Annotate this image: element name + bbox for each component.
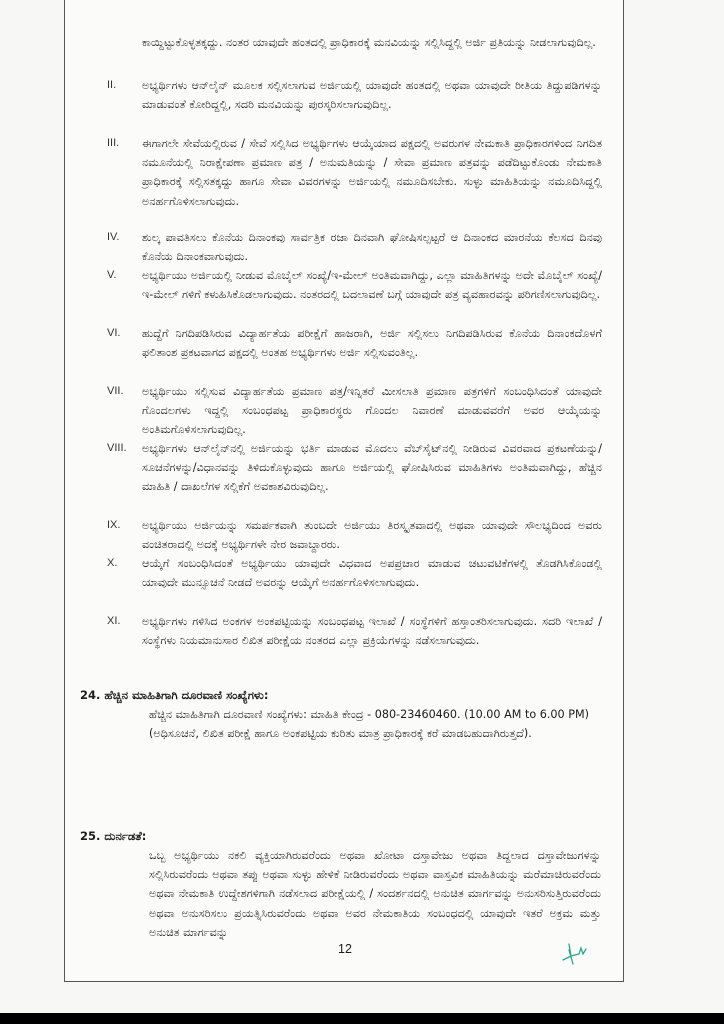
section-24-heading: 24. ಹೆಚ್ಚಿನ ಮಾಹಿತಿಗಾಗಿ ದೂರವಾಣಿ ಸಂಖ್ಯೆಗಳು: — [80, 688, 269, 702]
continuation-paragraph: ಕಾಯ್ದಿಟ್ಟುಕೊಳ್ಳತಕ್ಕದ್ದು. ನಂತರ ಯಾವುದೇ ಹಂತದಲ್ಲಿ ಪ್ರಾಧಿಕಾರಕ್ಕೆ ಮನವಿಯನ್ನು ಸಲ್ಲಿಸಿದ್ದಲ್ಲಿ ಅರ್ಜಿ ಪ್ರತಿಯನ್ನು ನೀಡಲಾಗುವುದಿಲ್ಲ. — [142, 36, 596, 49]
item-text: ಅಭ್ಯರ್ಥಿಯು ಸಲ್ಲಿಸುವ ವಿದ್ಯಾರ್ಹತೆಯ ಪ್ರಮಾಣ ಪತ್ರ/ಇನ್ನಿತರೆ ಮೀಸಲಾತಿ ಪ್ರಮಾಣ ಪತ್ರಗಳಿಗೆ ಸಂಬಂಧಿಸಿದಂತೆ ಯಾವುದೇ ಗೊಂದಲಗಳು ಇದ್ದಲ್ಲಿ ಸಂಬಂಧಪಟ್ಟ ಪ್ರಾಧಿಕಾರಸ್ಥರು ಗೊಂದಲ ನಿವಾರಣೆ ಮಾಡುವವರೆಗೆ ಅವರ ಆಯ್ಕೆಯನ್ನು ಅಂತಿಮಗೊಳಿಸಲಾಗುವುದಿಲ್ಲ. — [142, 385, 602, 437]
item-text: ಈಗಾಗಲೇ ಸೇವೆಯಲ್ಲಿರುವ / ಸೇವೆ ಸಲ್ಲಿಸಿದ ಅಭ್ಯರ್ಥಿಗಳು ಆಯ್ಕೆಯಾದ ಪಕ್ಷದಲ್ಲಿ ಅವರುಗಳ ನೇಮಕಾತಿ ಪ್ರಾಧಿಕಾರಗಳಿಂದ ನಿಗದಿತ ನಮೂನೆಯಲ್ಲಿ ನಿರಾಕ್ಷೇಪಣಾ ಪ್ರಮಾಣ ಪತ್ರ / ಅನುಮತಿಯನ್ನು / ಸೇವಾ ಪ್ರಮಾಣ ಪತ್ರವನ್ನು ಪಡೆದಿಟ್ಟುಕೊಂಡು ನೇಮಕಾತಿ ಪ್ರಾಧಿಕಾರಕ್ಕೆ ಸಲ್ಲಿಸತಕ್ಕದ್ದು ಹಾಗೂ ಸೇವಾ ವಿವರಗಳನ್ನು ಅರ್ಜಿಯಲ್ಲಿ ನಮೂದಿಸಬೇಕು. ಸುಳ್ಳು ಮಾಹಿತಿಯನ್ನು ನಮೂದಿಸಿದ್ದಲ್ಲಿ ಅನರ್ಹಗೊಳಿಸಲಾಗುವುದು. — [142, 137, 602, 208]
item-number: X. — [107, 557, 118, 569]
item-number: II. — [107, 79, 117, 91]
item-number: VI. — [107, 327, 121, 339]
section-25-heading: 25. ದುರ್ನಡತೆ: — [80, 829, 147, 843]
item-number: IX. — [107, 519, 121, 531]
item-number: V. — [107, 269, 117, 281]
section-24-body — [149, 705, 601, 743]
page-number: 12 — [338, 942, 352, 956]
item-text: ಅಭ್ಯರ್ಥಿಯು ಅರ್ಜಿಯನ್ನು ಸಮರ್ಪಕವಾಗಿ ತುಂಬದೇ ಅರ್ಜಿಯು ತಿರಸ್ಕೃತವಾದಲ್ಲಿ ಅಥವಾ ಯಾವುದೇ ಸೌಲಭ್ಯದಿಂದ ಅವರು ವಂಚಿತರಾದಲ್ಲಿ ಅದಕ್ಕೆ ಅಭ್ಯರ್ಥಿಗಳೇ ನೇರ ಜವಾಬ್ದಾರರು. — [142, 519, 602, 552]
helpline-note: (ಅಧಿಸೂಚನೆ, ಲಿಖಿತ ಪರೀಕ್ಷೆ ಹಾಗೂ ಅಂಕಪಟ್ಟಿಯ ಕುರಿತು ಮಾತ್ರ ಪ್ರಾಧಿಕಾರಕ್ಕೆ ಕರೆ ಮಾಡಬಹುದಾಗಿರುತ್ತದೆ). — [149, 727, 532, 741]
item-number: IV. — [107, 231, 120, 243]
item-number: VII. — [107, 385, 124, 397]
item-text: ಆಯ್ಕೆಗೆ ಸಂಬಂಧಿಸಿದಂತೆ ಅಭ್ಯರ್ಥಿಯು ಯಾವುದೇ ವಿಧವಾದ ಅಪಪ್ರಚಾರ ಮಾಡುವ ಚಟುವಟಿಕೆಗಳಲ್ಲಿ ತೊಡಗಿಸಿಕೊಂಡಲ್ಲಿ ಯಾವುದೇ ಮುನ್ಸೂಚನೆ ನೀಡದೆ ಅವರನ್ನು ಆಯ್ಕೆಗೆ ಅನರ್ಹಗೊಳಿಸಲಾಗುವುದು. — [142, 557, 602, 590]
bottom-black-bar — [0, 1013, 724, 1024]
item-text: ಅಭ್ಯರ್ಥಿಗಳು ಗಳಿಸಿದ ಅಂಕಗಳ ಅಂಕಪಟ್ಟಿಯನ್ನು ಸಂಬಂಧಪಟ್ಟ ಇಲಾಖೆ / ಸಂಸ್ಥೆಗಳಿಗೆ ಹಸ್ತಾಂತರಿಸಲಾಗುವುದು. ಸದರಿ ಇಲಾಖೆ / ಸಂಸ್ಥೆಗಳು ನಿಯಮಾನುಸಾರ ಲಿಖಿತ ಪರೀಕ್ಷೆಯ ನಂತರದ ಎಲ್ಲಾ ಪ್ರಕ್ರಿಯೆಗಳನ್ನು ನಡೆಸಲಾಗುವುದು. — [142, 615, 602, 648]
item-text: ಹುದ್ದೆಗೆ ನಿಗದಿಪಡಿಸಿರುವ ವಿದ್ಯಾರ್ಹತೆಯ ಪರೀಕ್ಷೆಗೆ ಹಾಜರಾಗಿ, ಅರ್ಜಿ ಸಲ್ಲಿಸಲು ನಿಗದಿಪಡಿಸಿರುವ ಕೊನೆಯ ದಿನಾಂಕದೊಳಗೆ ಫಲಿತಾಂಶ ಪ್ರಕಟವಾಗದ ಪಕ್ಷದಲ್ಲಿ ಅಂತಹ ಅಭ್ಯರ್ಥಿಗಳು ಅರ್ಜಿ ಸಲ್ಲಿಸುವಂತಿಲ್ಲ. — [142, 327, 602, 360]
item-number: XI. — [107, 615, 121, 627]
document-page — [64, 0, 624, 982]
item-text: ಅಭ್ಯರ್ಥಿಗಳು ಆನ್‌ಲೈನ್‌ನಲ್ಲಿ ಅರ್ಜಿಯನ್ನು ಭರ್ತಿ ಮಾಡುವ ಮೊದಲು ವೆಬ್‌ಸೈಟ್‌ನಲ್ಲಿ ನೀಡಿರುವ ವಿವರವಾದ ಪ್ರಕಟಣೆಯನ್ನು/ಸೂಚನೆಗಳನ್ನು/ವಿಧಾನವನ್ನು ತಿಳಿದುಕೊಳ್ಳುವುದು ಹಾಗೂ ಅರ್ಜಿಯಲ್ಲಿ ಘೋಷಿಸಿರುವ ಮಾಹಿತಿಗಳು ಅಂತಿಮವಾಗಿದ್ದು, ಹೆಚ್ಚಿನ ಮಾಹಿತಿ / ದಾಖಲೆಗಳ ಸಲ್ಲಿಕೆಗೆ ಅವಕಾಶವಿರುವುದಿಲ್ಲ. — [142, 442, 602, 494]
helpline-text: ಹೆಚ್ಚಿನ ಮಾಹಿತಿಗಾಗಿ ದೂರವಾಣಿ ಸಂಖ್ಯೆಗಳು: ಮಾಹಿತಿ ಕೇಂದ್ರ - 080-23460460. (10.00 AM to 6.00 PM) — [149, 708, 589, 721]
signature-mark — [559, 940, 591, 968]
item-number: VIII. — [107, 442, 127, 454]
item-number: III. — [107, 137, 120, 149]
item-text: ಶುಲ್ಕ ಪಾವತಿಸಲು ಕೊನೆಯ ದಿನಾಂಕವು ಸಾರ್ವತ್ರಿಕ ರಜಾ ದಿನವಾಗಿ ಘೋಷಿಸಲ್ಪಟ್ಟರೆ ಆ ದಿನಾಂಕದ ಮಾರನೆಯ ಕೆಲಸದ ದಿನವು ಕೊನೆಯ ದಿನಾಂಕವಾಗುವುದು. — [142, 231, 602, 264]
section-25-body: ಒಬ್ಬ ಅಭ್ಯರ್ಥಿಯು ನಕಲಿ ವ್ಯಕ್ತಿಯಾಗಿರುವರೆಂದು ಅಥವಾ ಖೋಟಾ ದಸ್ತಾವೇಜು ಅಥವಾ ತಿದ್ದಲಾದ ದಸ್ತಾವೇಜುಗಳನ್ನು ಸಲ್ಲಿಸಿರುವರೆಂದು ಅಥವಾ ತಪ್ಪು ಅಥವಾ ಸುಳ್ಳು ಹೇಳಿಕೆ ನೀಡಿರುವರೆಂದು ಅಥವಾ ವಾಸ್ತವಿಕ ಮಾಹಿತಿಯನ್ನು ಮರೆಮಾಚಿರುವರೆಂದು ಅಥವಾ ನೇಮಕಾತಿ ಉದ್ದೇಶಗಳಿಗಾಗಿ ನಡೆಸಲಾದ ಪರೀಕ್ಷೆಯಲ್ಲಿ / ಸಂದರ್ಶನದಲ್ಲಿ ಅನುಚಿತ ಮಾರ್ಗವನ್ನು ಅನುಸರಿಸುತ್ತಿರುವರೆಂದು ಅಥವಾ ಅನುಸರಿಸಲು ಪ್ರಯತ್ನಿಸಿರುವರೆಂದು ಅಥವಾ ಅವರ ನೇಮಕಾತಿಯ ಸಂಬಂಧದಲ್ಲಿ ಯಾವುದೇ ಇತರೆ ಅಕ್ರಮ ಮತ್ತು ಅನುಚಿತ ಮಾರ್ಗವನ್ನು — [149, 849, 601, 939]
item-text: ಅಭ್ಯರ್ಥಿಯು ಅರ್ಜಿಯಲ್ಲಿ ನೀಡುವ ಮೊಬೈಲ್ ಸಂಖ್ಯೆ/ಇ-ಮೇಲ್ ಅಂತಿಮವಾಗಿದ್ದು, ಎಲ್ಲಾ ಮಾಹಿತಿಗಳನ್ನು ಅದೇ ಮೊಬೈಲ್ ಸಂಖ್ಯೆ/ಇ-ಮೇಲ್ ಗಳಿಗೆ ಕಳುಹಿಸಿಕೊಡಲಾಗುವುದು. ನಂತರದಲ್ಲಿ ಬದಲಾವಣೆ ಬಗ್ಗೆ ಯಾವುದೇ ಪತ್ರ ವ್ಯವಹಾರವನ್ನು ಪರಿಗಣಿಸಲಾಗುವುದಿಲ್ಲ. — [142, 269, 602, 302]
item-text: ಅಭ್ಯರ್ಥಿಗಳು ಆನ್‌ಲೈನ್ ಮೂಲಕ ಸಲ್ಲಿಸಲಾಗುವ ಅರ್ಜಿಯಲ್ಲಿ ಯಾವುದೇ ಹಂತದಲ್ಲಿ ಅಥವಾ ಯಾವುದೇ ರೀತಿಯ ತಿದ್ದುಪಡಿಗಳನ್ನು ಮಾಡುವಂತೆ ಕೋರಿದ್ದಲ್ಲಿ, ಸದರಿ ಮನವಿಯನ್ನು ಪುರಸ್ಕರಿಸಲಾಗುವುದಿಲ್ಲ. — [142, 79, 602, 112]
